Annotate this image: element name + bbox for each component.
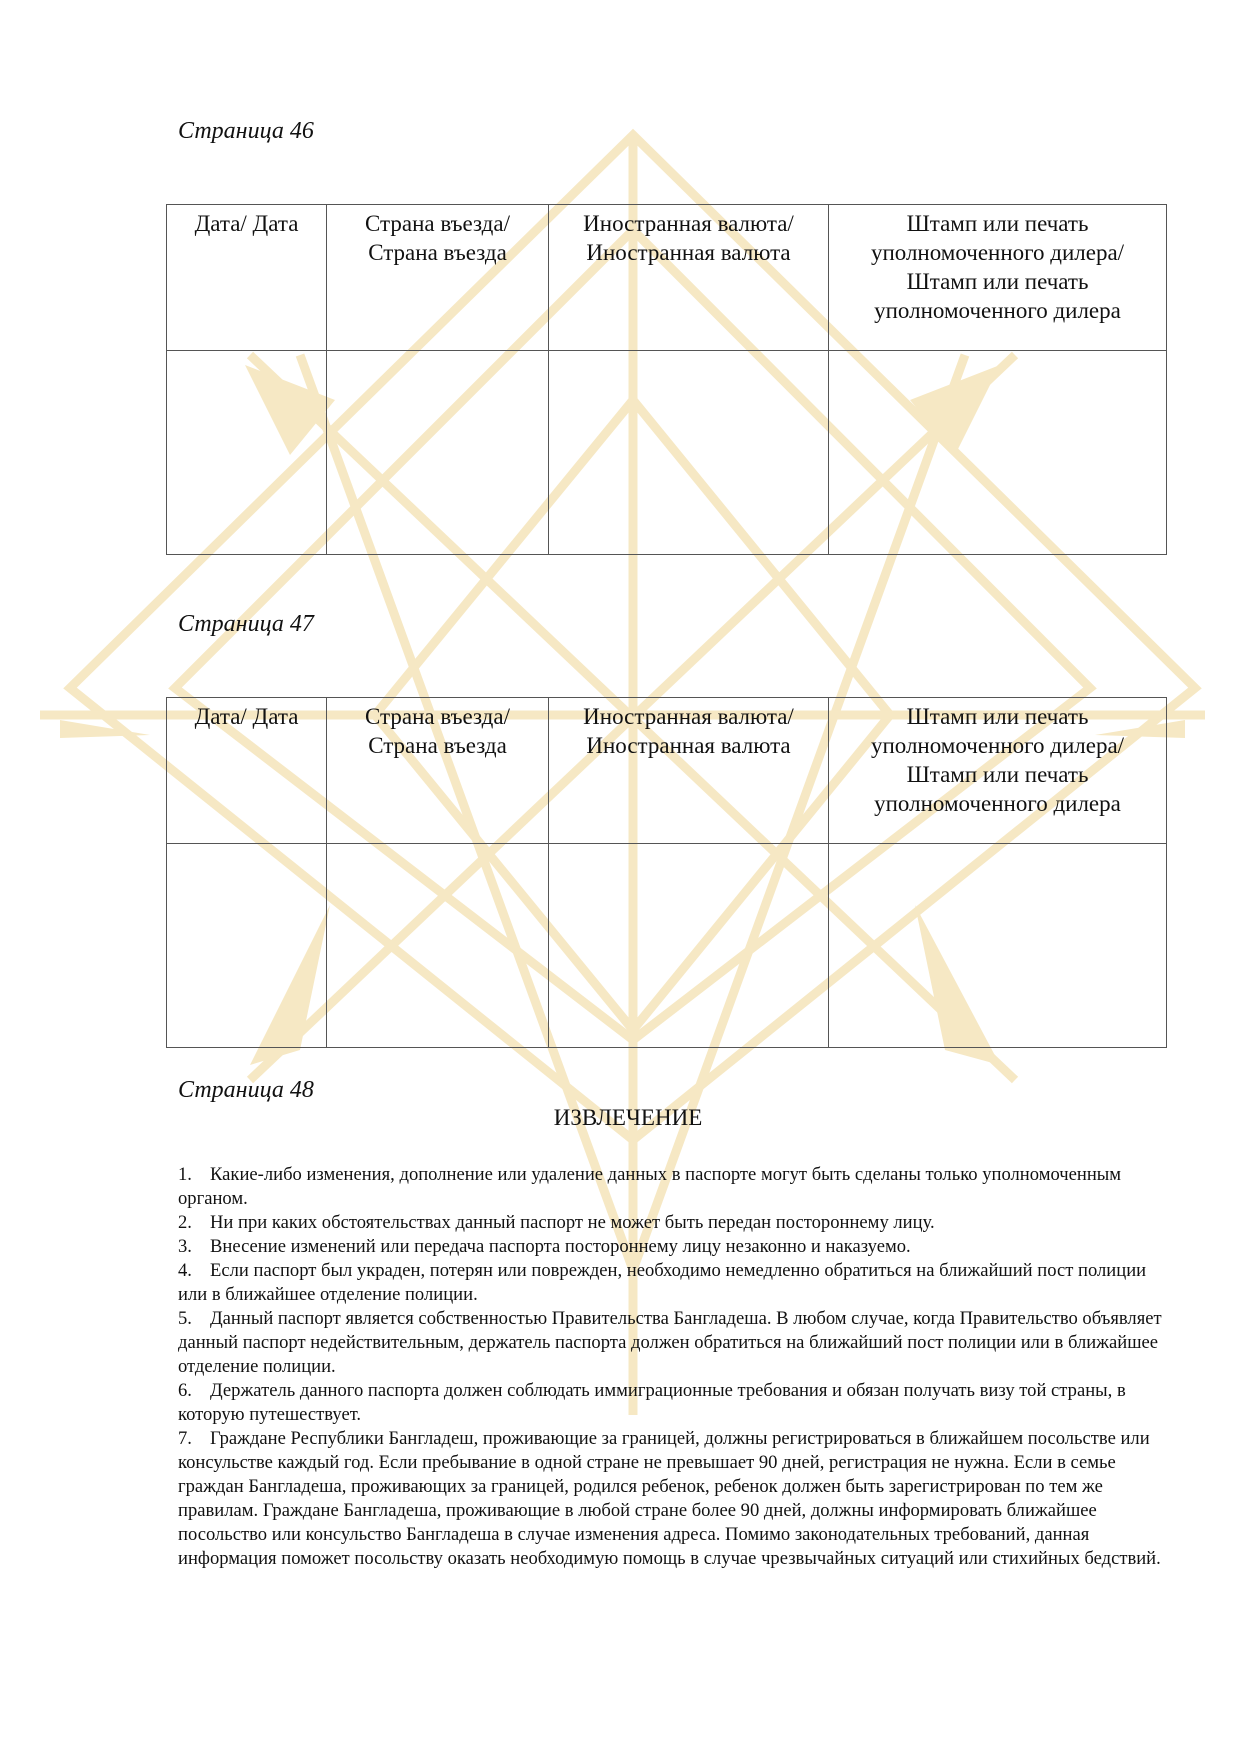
table-row — [167, 844, 1167, 1048]
cell-currency — [549, 844, 829, 1048]
header-stamp: Штамп или печать уполномоченного дилера/ Штамп или печать уполномоченного дилера — [829, 205, 1167, 351]
item-text: Держатель данного паспорта должен соблюдать иммиграционные требования и обязан получать визу той страны, в которую путешествует. — [178, 1380, 1126, 1425]
header-date: Дата/ Дата — [167, 698, 327, 844]
table-header-row — [167, 205, 1167, 351]
header-date: Дата/ Дата — [167, 205, 327, 351]
table-header-row — [167, 698, 1167, 844]
table-row — [167, 351, 1167, 555]
item-text: Данный паспорт является собственностью Правительства Бангладеша. В любом случае, когда Правительство объявляет данный паспорт недействительным, держатель паспорта должен обратиться на ближайший пост полиции или в ближайшее отделение полиции. — [178, 1308, 1162, 1377]
header-stamp: Штамп или печать уполномоченного дилера/ Штамп или печать уполномоченного дилера — [829, 698, 1167, 844]
item-number: 5. — [178, 1308, 192, 1329]
list-item — [178, 1235, 1178, 1259]
header-currency: Иностранная валюта/ Иностранная валюта — [549, 205, 829, 351]
item-text: Граждане Республики Бангладеш, проживающие за границей, должны регистрироваться в ближайшем посольстве или консульстве каждый год. Если пребывание в одной стране не превышает 90 дней, регистрация не нужна. Если в семье граждан Бангладеша, проживающих за границей, родился ребенок, ребенок должен быть зарегистрирован по тем же правилам. Граждане Бангладеша, проживающие в любой стране более 90 дней, должны информировать ближайшее посольство или консульство Бангладеша в случае изменения адреса. Помимо законодательных требований, данная информация поможет посольству оказать необходимую помощь в случае чрезвычайных ситуаций или стихийных бедствий. — [178, 1428, 1161, 1569]
list-item — [178, 1307, 1178, 1379]
extract-rules-list — [178, 1163, 1178, 1571]
cell-date — [167, 844, 327, 1048]
extract-heading: ИЗВЛЕЧЕНИЕ — [553, 1105, 703, 1130]
list-item — [178, 1427, 1178, 1571]
list-item — [178, 1379, 1178, 1427]
cell-country — [327, 351, 549, 555]
header-currency: Иностранная валюта/ Иностранная валюта — [549, 698, 829, 844]
header-country: Страна въезда/ Страна въезда — [327, 698, 549, 844]
list-item — [178, 1211, 1178, 1235]
page-label-47: Страница 47 — [178, 611, 314, 637]
list-item — [178, 1259, 1178, 1307]
cell-stamp — [829, 844, 1167, 1048]
item-number: 7. — [178, 1428, 192, 1449]
item-text: Какие-либо изменения, дополнение или удаление данных в паспорте могут быть сделаны только уполномоченным органом. — [178, 1164, 1122, 1209]
item-number: 3. — [178, 1236, 192, 1257]
cell-currency — [549, 351, 829, 555]
ledger-table-page-46 — [166, 204, 1167, 555]
header-country: Страна въезда/ Страна въезда — [327, 205, 549, 351]
item-number: 2. — [178, 1212, 192, 1233]
item-text: Если паспорт был украден, потерян или поврежден, необходимо немедленно обратиться на ближайший пост полиции или в ближайшее отделение полиции. — [178, 1260, 1147, 1305]
cell-country — [327, 844, 549, 1048]
item-number: 6. — [178, 1380, 192, 1401]
list-item — [178, 1163, 1178, 1211]
page-label-46: Страница 46 — [178, 118, 314, 144]
item-number: 1. — [178, 1164, 192, 1185]
cell-stamp — [829, 351, 1167, 555]
item-text: Внесение изменений или передача паспорта постороннему лицу незаконно и наказуемо. — [210, 1236, 911, 1257]
item-number: 4. — [178, 1260, 192, 1281]
item-text: Ни при каких обстоятельствах данный паспорт не может быть передан постороннему лицу. — [210, 1212, 935, 1233]
cell-date — [167, 351, 327, 555]
page-label-48: Страница 48 — [178, 1077, 314, 1103]
ledger-table-page-47 — [166, 697, 1167, 1048]
